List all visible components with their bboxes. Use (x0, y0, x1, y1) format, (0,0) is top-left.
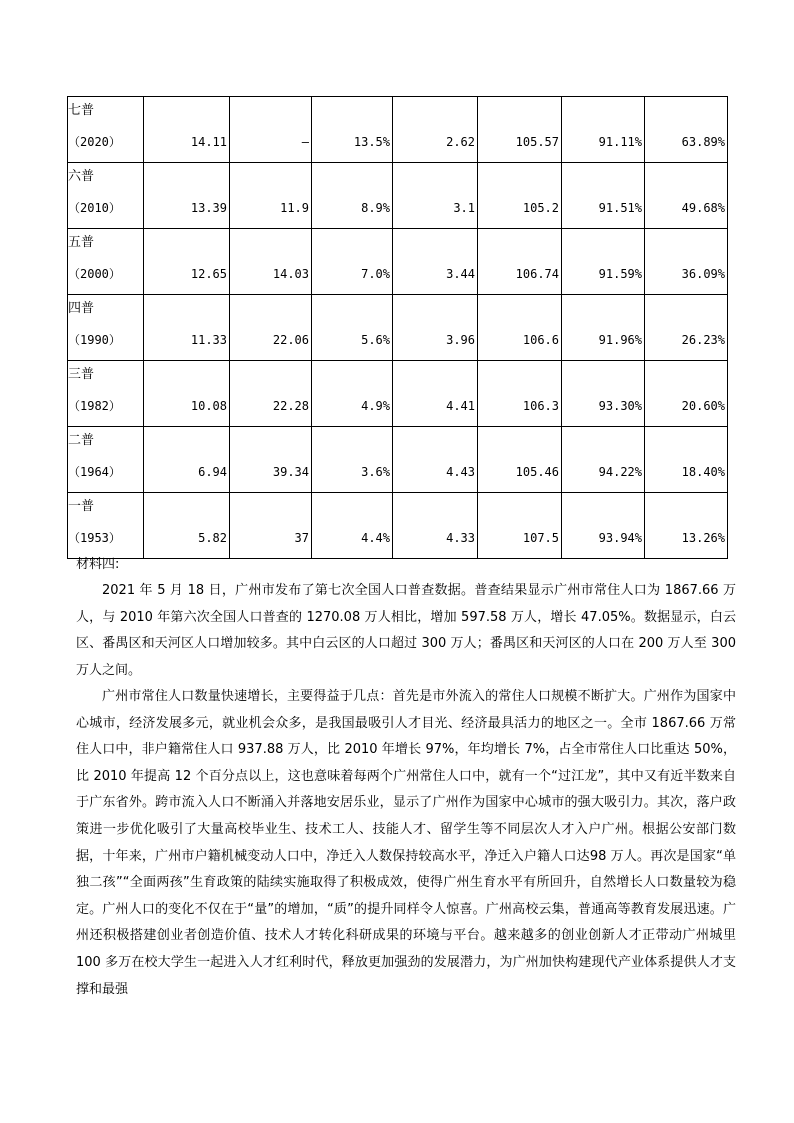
table-cell (645, 361, 728, 427)
cell-value: 106.74 (515, 267, 559, 281)
cell-value: 106.6 (522, 333, 559, 347)
table-cell (312, 295, 393, 361)
census-name: 二普 (68, 433, 95, 448)
table-cell (645, 493, 728, 559)
table-row (68, 229, 728, 295)
table-cell (393, 163, 478, 229)
cell-value: 91.11% (598, 135, 642, 149)
cell-value: — (301, 135, 309, 149)
table-cell (312, 163, 393, 229)
cell-value: 11.33 (190, 333, 227, 347)
census-year: （2000） (68, 267, 121, 281)
table-row (68, 427, 728, 493)
table-cell (312, 361, 393, 427)
table-cell (144, 493, 230, 559)
cell-value: 91.96% (598, 333, 642, 347)
table-cell (230, 361, 312, 427)
census-year: （1953） (68, 531, 121, 545)
table-cell (562, 361, 645, 427)
cell-value: 37 (294, 531, 309, 545)
cell-value: 106.3 (522, 399, 559, 413)
cell-value: 3.96 (446, 333, 475, 347)
table-cell (645, 163, 728, 229)
table-cell (645, 229, 728, 295)
census-label-cell (68, 427, 144, 493)
cell-value: 107.5 (522, 531, 559, 545)
table-cell (478, 493, 562, 559)
table-cell (144, 229, 230, 295)
cell-value: 93.30% (598, 399, 642, 413)
census-label-cell (68, 493, 144, 559)
cell-value: 22.28 (272, 399, 309, 413)
cell-value: 91.59% (598, 267, 642, 281)
cell-value: 20.60% (681, 399, 725, 413)
table-cell (562, 163, 645, 229)
table-cell (562, 295, 645, 361)
census-name: 四普 (68, 301, 95, 316)
cell-value: 63.89% (681, 135, 725, 149)
table-row (68, 295, 728, 361)
table-cell (478, 295, 562, 361)
table-cell (393, 361, 478, 427)
table-cell (645, 295, 728, 361)
cell-value: 13.26% (681, 531, 725, 545)
table-cell (645, 427, 728, 493)
table-cell (393, 427, 478, 493)
cell-value: 49.68% (681, 201, 725, 215)
table-cell (230, 97, 312, 163)
table-cell (144, 427, 230, 493)
census-year: （1964） (68, 465, 121, 479)
cell-value: 93.94% (598, 531, 642, 545)
table-cell (478, 97, 562, 163)
census-label-cell (68, 361, 144, 427)
cell-value: 105.46 (515, 465, 559, 479)
cell-value: 12.65 (190, 267, 227, 281)
table-cell (230, 163, 312, 229)
cell-value: 8.9% (361, 201, 390, 215)
census-table (67, 96, 728, 559)
table-cell (562, 427, 645, 493)
census-name: 七普 (68, 103, 95, 118)
cell-value: 4.4% (361, 531, 390, 545)
cell-value: 14.11 (190, 135, 227, 149)
cell-value: 11.9 (280, 201, 309, 215)
table-cell (562, 229, 645, 295)
table-cell (393, 493, 478, 559)
cell-value: 5.6% (361, 333, 390, 347)
cell-value: 4.41 (446, 399, 475, 413)
cell-value: 39.34 (272, 465, 309, 479)
cell-value: 22.06 (272, 333, 309, 347)
table-cell (312, 493, 393, 559)
table-cell (144, 295, 230, 361)
cell-value: 91.51% (598, 201, 642, 215)
table-cell (144, 163, 230, 229)
cell-value: 94.22% (598, 465, 642, 479)
census-year: （1982） (68, 399, 121, 413)
material-heading: 材料四: (76, 557, 120, 572)
cell-value: 3.1 (453, 201, 475, 215)
cell-value: 105.2 (522, 201, 559, 215)
census-name: 六普 (68, 169, 95, 184)
table-row (68, 361, 728, 427)
table-cell (562, 97, 645, 163)
census-table-body (68, 97, 728, 559)
table-row (68, 493, 728, 559)
cell-value: 6.94 (198, 465, 227, 479)
cell-value: 105.57 (515, 135, 559, 149)
table-row (68, 97, 728, 163)
cell-value: 18.40% (681, 465, 725, 479)
table-cell (393, 97, 478, 163)
census-year: （2010） (68, 201, 121, 215)
census-label-cell (68, 97, 144, 163)
cell-value: 36.09% (681, 267, 725, 281)
table-cell (562, 493, 645, 559)
cell-value: 26.23% (681, 333, 725, 347)
table-cell (478, 361, 562, 427)
cell-value: 14.03 (272, 267, 309, 281)
table-cell (478, 427, 562, 493)
table-cell (230, 427, 312, 493)
table-cell (312, 427, 393, 493)
cell-value: 5.82 (198, 531, 227, 545)
table-cell (144, 361, 230, 427)
table-cell (230, 493, 312, 559)
census-label-cell (68, 229, 144, 295)
table-cell (230, 229, 312, 295)
table-cell (478, 163, 562, 229)
cell-value: 3.44 (446, 267, 475, 281)
table-cell (393, 229, 478, 295)
census-year: （2020） (68, 135, 121, 149)
cell-value: 13.39 (190, 201, 227, 215)
census-name: 五普 (68, 235, 95, 250)
census-name: 三普 (68, 367, 95, 382)
table-cell (478, 229, 562, 295)
census-name: 一普 (68, 499, 95, 514)
cell-value: 3.6% (361, 465, 390, 479)
table-cell (393, 295, 478, 361)
cell-value: 2.62 (446, 135, 475, 149)
census-label-cell (68, 295, 144, 361)
cell-value: 13.5% (353, 135, 390, 149)
cell-value: 4.43 (446, 465, 475, 479)
census-year: （1990） (68, 333, 121, 347)
cell-value: 4.33 (446, 531, 475, 545)
table-cell (144, 97, 230, 163)
table-cell (645, 97, 728, 163)
table-cell (312, 229, 393, 295)
table-cell (312, 97, 393, 163)
cell-value: 10.08 (190, 399, 227, 413)
table-row (68, 163, 728, 229)
cell-value: 7.0% (361, 267, 390, 281)
census-label-cell (68, 163, 144, 229)
cell-value: 4.9% (361, 399, 390, 413)
table-cell (230, 295, 312, 361)
paragraph-2: 广州市常住人口数量快速增长，主要得益于几点：首先是市外流入的常住人口规模不断扩大。广州作为国家中心城市，经济发展多元，就业机会众多，是我国最吸引人才目光、经济最具活力的地区之一。全市 1867.66 万常住人口中，非户籍常住人口 937.88 万人，比 2010 年增长 97%，年均增长 7%，占全市常住人口比重达 50%，比 2010 年提高 12 个百分点以上，这也意味着每两个广州常住人口中，就有一个“过江龙”，其中又有近半数来自于广东省外。跨市流入人口不断涌入并落地安居乐业，显示了广州作为国家中心城市的强大吸引力。其次，落户政策进一步优化吸引了大量高校毕业生、技术工人、技能人才、留学生等不同层次人才入户广州。根据公安部门数据，十年来，广州市户籍机械变动人口中，净迁入人数保持较高水平，净迁入户籍人口达98 万人。再次是国家“单独二孩”“全面两孩”生育政策的陆续实施取得了积极成效，使得广州生育水平有所回升，自然增长人口数量较为稳定。广州人口的变化不仅在于“量”的增加，“质”的提升同样令人惊喜。广州高校云集，普通高等教育发展迅速。广州还积极搭建创业者创造价值、技术人才转化科研成果的环境与平台。越来越多的创业创新人才正带动广州城里 100 多万在校大学生一起进入人才红利时代，释放更加强劲的发展潜力，为广州加快构建现代产业体系提供人才支撑和最强 (76, 689, 736, 997)
paragraph-1: 2021 年 5 月 18 日，广州市发布了第七次全国人口普查数据。普查结果显示广州市常住人口为 1867.66 万人，与 2010 年第六次全国人口普查的 1270.08 万人相比，增加 597.58 万人，增长 47.05%。数据显示，白云区、番禺区和天河区人口增加较多。其中白云区的人口超过 300 万人；番禺区和天河区的人口在 200 万人至 300 万人之间。 (76, 583, 736, 678)
